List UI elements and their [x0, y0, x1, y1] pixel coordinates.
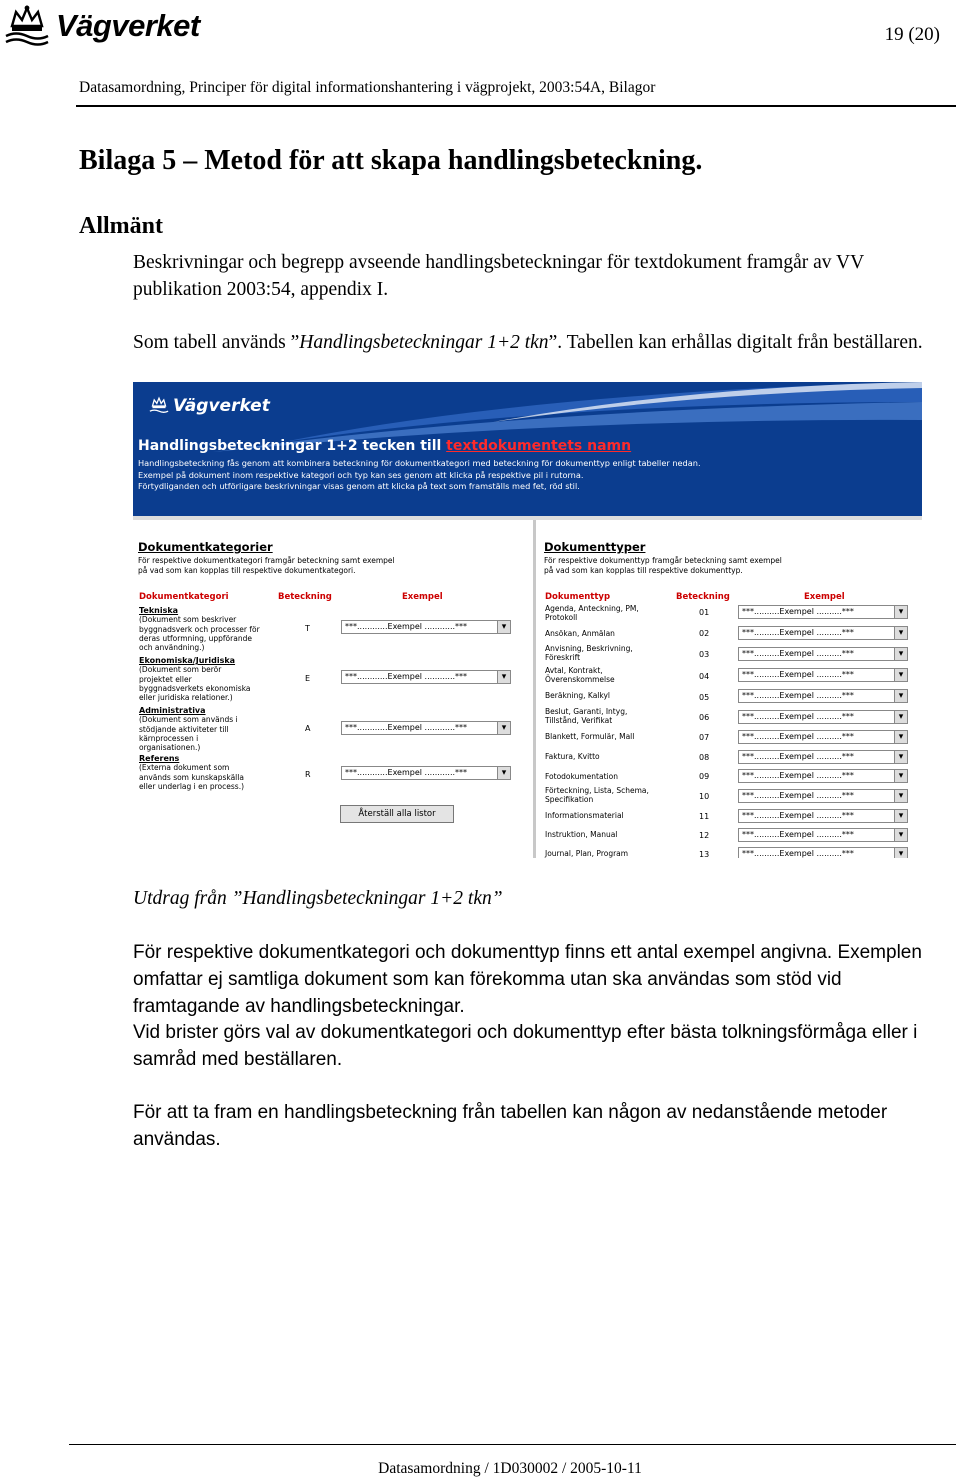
paragraph-examples: För respektive dokumentkategori och dokumenttyp finns ett antal exempel angivna. Exemplen omfattar ej samtliga dokument som kan förekomma utan ska användas som stöd vid framtagande av handlingsbeteckningar. [133, 942, 922, 1017]
example-dropdown[interactable]: ***..........Exempel ..........*** ▾ [738, 847, 908, 858]
example-dropdown[interactable]: ***..........Exempel ..........*** ▾ [738, 647, 908, 661]
example-dropdown[interactable]: ***..........Exempel ..........*** ▾ [738, 605, 908, 619]
figure-caption: Utdrag från ”Handlingsbeteckningar 1+2 tkn” [133, 888, 503, 909]
section-heading: Allmänt [79, 213, 163, 239]
example-dropdown[interactable]: ***..........Exempel ..........*** ▾ [738, 828, 908, 842]
paragraph-methods: För att ta fram en handlingsbeteckning från tabellen kan någon av nedanstående metoder användas. [133, 1102, 888, 1150]
panel-divider [533, 520, 536, 858]
page-heading: Bilaga 5 – Metod för att skapa handlingsbeteckning. [79, 145, 703, 176]
vagverket-logo [4, 4, 200, 48]
document-categories-panel: Dokumentkategorier För respektive dokumentkategori framgår beteckning samt exempel på vad som kan kopplas till respektive dokumentkategori. Dokumentkategori Beteckning Exempel Tekniska (Dokument som beskriver byggnadsverk och processer för deras utformning, uppförande och användning.) T ***............Exempel ............*** ▾ Ekonomiska/Juridiska (Dokument som berör projektet eller byggnadsverkets ekonomiska eller juridiska relationer.) E ***............Exempel ............*** ▾ Administrativa (Dokument som används i stödjande aktiviteter till kärnprocessen i organisationen.) A ***............Exempel ............*** ▾ Referens (Externa dokument som används som kunskapskälla eller underlag i en process.) R ***............Exempel ............*** ▾ [138, 540, 528, 575]
screenshot-logo: Vägverket [149, 396, 270, 416]
example-dropdown[interactable]: ***............Exempel ............*** ▾ [341, 620, 511, 634]
screenshot-description: Handlingsbeteckning fås genom att kombinera beteckning för dokumentkategori med beteckning för dokumenttyp enligt tabeller nedan. Exempel på dokument inom respektive kategori och typ kan ses genom att klicka på respektive pil i rutorna. Förtydliganden och utförligare beskrivningar visas genom att klicka på text som framställs med fet, röd stil. [138, 458, 701, 491]
crown-emblem-icon [149, 396, 169, 416]
example-dropdown[interactable]: ***............Exempel ............*** ▾ [341, 670, 511, 684]
running-header: Datasamordning, Principer för digital informationshantering i vägprojekt, 2003:54A, Bilagor [79, 79, 656, 96]
category-row: Tekniska (Dokument som beskriver byggnadsverk och processer för deras utformning, uppförande och användning.) [139, 606, 260, 653]
example-dropdown[interactable]: ***..........Exempel ..........*** ▾ [738, 750, 908, 764]
example-dropdown[interactable]: ***..........Exempel ..........*** ▾ [738, 809, 908, 823]
table-name: Handlingsbeteckningar 1+2 tkn [299, 332, 549, 353]
example-dropdown[interactable]: ***..........Exempel ..........*** ▾ [738, 689, 908, 703]
category-row: Referens (Externa dokument som används som kunskapskälla eller underlag i en process.) [139, 754, 245, 791]
page-number: 19 (20) [884, 24, 940, 45]
page-footer: Datasamordning / 1D030002 / 2005-10-11 [378, 1460, 642, 1477]
example-dropdown[interactable]: ***..........Exempel ..........*** ▾ [738, 710, 908, 724]
category-row: Administrativa (Dokument som används i stödjande aktiviteter till kärnprocessen i organisationen.) [139, 706, 238, 753]
reset-lists-button[interactable]: Återställ alla listor [340, 805, 454, 823]
document-types-panel: Dokumenttyper För respektive dokumenttyp framgår beteckning samt exempel på vad som kan kopplas till respektive dokumenttyp. Dokumenttyp Beteckning Exempel Agenda, Anteckning, PM, Protokoll 01 ***..........Exempel ..........*** ▾ Ansökan, Anmälan 02 ***..........Exempel ..........*** ▾ Anvisning, Beskrivning, Föreskrift 03 ***..........Exempel ..........*** ▾ Avtal, Kontrakt, Överenskommelse 04 ***..........Exempel ..........*** ▾ Beräkning, Kalkyl 05 ***..........Exempel ..........*** ▾ Beslut, Garanti, Intyg, Tillstånd, Verifikat 06 ***..........Exempel ..........*** ▾ Blankett, Formulär, Mall 07 ***..........Exempel ..........*** ▾ Faktura, Kvitto 08 ***..........Exempel ..........*** ▾ Fotodokumentation 09 ***..........Exempel ..........*** ▾ Förteckning, Lista, Schema, Specifikation 10 ***..........Exempel ..........*** ▾ Informationsmaterial 11 ***..........Exempel ..........*** ▾ Instruktion, Manual 12 ***..........Exempel ..........*** ▾ Journal, Plan, Program 13 ***..........Exempel ..........*** ▾ [544, 540, 922, 575]
example-dropdown[interactable]: ***..........Exempel ..........*** ▾ [738, 730, 908, 744]
example-dropdown[interactable]: ***..........Exempel ..........*** ▾ [738, 668, 908, 682]
example-dropdown[interactable]: ***............Exempel ............*** ▾ [341, 721, 511, 735]
paragraph-table: Som tabell används ”Handlingsbeteckningar 1+2 tkn”. Tabellen kan erhållas digitalt från beställaren. [133, 332, 923, 353]
header-divider [76, 105, 956, 107]
types-title[interactable]: Dokumenttyper [544, 540, 646, 554]
crown-emblem-icon [4, 4, 50, 48]
embedded-table-screenshot [133, 382, 922, 858]
categories-title[interactable]: Dokumentkategorier [138, 540, 273, 554]
footer-divider [69, 1444, 956, 1445]
example-dropdown[interactable]: ***..........Exempel ..........*** ▾ [738, 626, 908, 640]
example-dropdown[interactable]: ***..........Exempel ..........*** ▾ [738, 789, 908, 803]
example-dropdown[interactable]: ***..........Exempel ..........*** ▾ [738, 769, 908, 783]
screenshot-title: Handlingsbeteckningar 1+2 tecken till textdokumentets namn [138, 438, 632, 454]
logo-text: Vägverket [56, 8, 200, 43]
example-dropdown[interactable]: ***............Exempel ............*** ▾ [341, 766, 511, 780]
title-link[interactable]: textdokumentets namn [446, 438, 632, 454]
category-row: Ekonomiska/Juridiska (Dokument som berör projektet eller byggnadsverkets ekonomiska eller juridiska relationer.) [139, 656, 251, 703]
banner-divider [133, 516, 922, 520]
screenshot-banner [133, 382, 922, 516]
paragraph-shortcomings: Vid brister görs val av dokumentkategori och dokumenttyp efter bästa tolkningsförmåga eller i samråd med beställaren. [133, 1022, 918, 1070]
paragraph-intro: Beskrivningar och begrepp avseende handlingsbeteckningar för textdokument framgår av VV publikation 2003:54, appendix I. [133, 252, 864, 300]
